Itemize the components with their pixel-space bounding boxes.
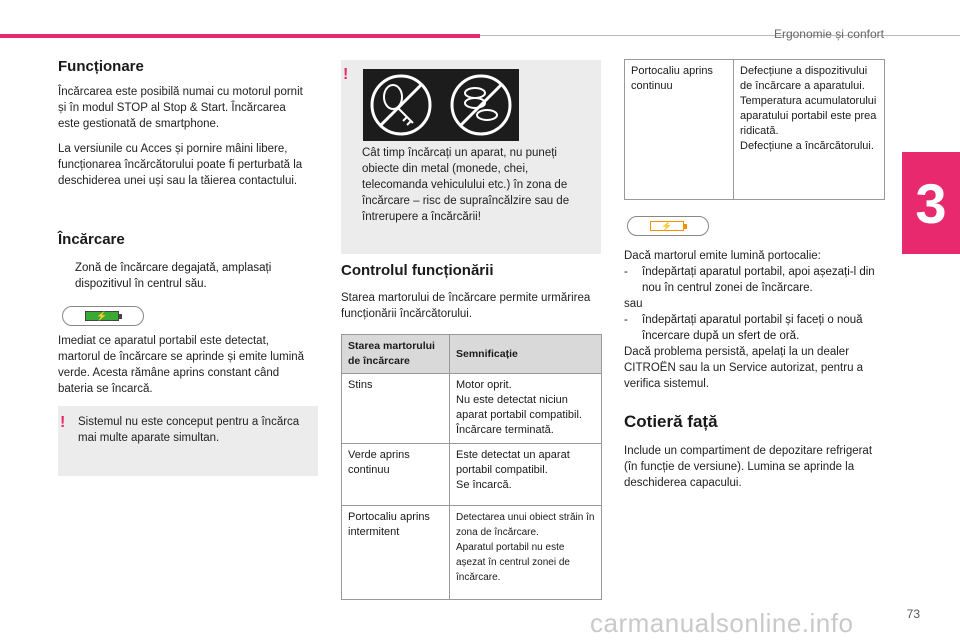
dash-marker: - [624,266,628,278]
text-sau: sau [624,298,643,310]
table-cell-meaning: Defecțiune a dispozitivului de încărcare a aparatului. Temperatura acumulatorului aparatului portabil este prea ridicată. Defecțiune a încărcătorului. [734,60,885,200]
battery-green-indicator-icon: ⚡ [62,306,144,326]
heading-incarcare: Încărcare [58,231,125,248]
page-number: 73 [906,607,920,621]
table-header-meaning: Semnificație [450,335,602,374]
table-cell-state: Portocaliu aprins intermitent [342,506,450,600]
header-rule [480,35,960,36]
warning-exclamation-icon: ! [60,414,66,431]
table-row [342,444,602,506]
heading-functionare: Funcționare [58,58,144,75]
paragraph-charging-conditions: Încărcarea este posibilă numai cu motorul pornit și în modul STOP al Stop & Start. Încărcarea este gestionată de smartphone. [58,86,303,130]
table-cell-state: Portocaliu aprins continuu [625,60,734,200]
paragraph-cotiera: Include un compartiment de depozitare refrigerat (în funcție de versiune). Lumina se aprinde la deschiderea capacului. [624,445,873,489]
table-cell-state: Verde aprins continuu [342,444,450,506]
warning-text-multiple-devices: Sistemul nu este conceput pentru a încărca mai multe aparate simultan. [78,416,300,444]
watermark: carmanualsonline.info [590,608,854,638]
paragraph-detection: Imediat ce aparatul portabil este detectat, martorul de încărcare se aprinde și emite lumină verde. Acesta rămâne aprins constant când bateria se încarcă. [58,335,305,395]
paragraph-problem-persists: Dacă problema persistă, apelați la un dealer CITROËN sau la un Service autorizat, pentru a verifica sistemul. [624,346,864,390]
paragraph-indicator-intro: Starea martorului de încărcare permite urmărirea funcționării încărcătorului. [341,292,591,320]
paragraph-hands-free: La versiunile cu Acces și pornire mâini libere, funcționarea încărcătorului poate fi perturbată la deschiderea unei uși sau la tăierea contactului. [58,143,303,187]
table-row [342,506,602,600]
table-header-state: Starea martorului de încărcare [342,335,450,374]
section-title: Ergonomie și confort [773,27,884,41]
paragraph-orange-light: Dacă martorul emite lumină portocalie: [624,250,821,262]
dash-text: îndepărtați aparatul portabil, apoi așezați-l din nou în centrul zonei de încărcare. [642,266,875,294]
table-cell-meaning: Detectarea unui obiect străin în zona de încărcare. Aparatul portabil nu este așezat în centrul zonei de încărcare. [450,506,602,600]
table-row [342,374,602,444]
bullet-text: Zonă de încărcare degajată, amplasați dispozitivul în centrul său. [75,262,272,290]
battery-orange-indicator-icon: ⚡ [627,216,709,236]
indicator-status-table [341,334,602,600]
table-cell-state: Stins [342,374,450,444]
table-row [625,60,885,200]
dash-text: îndepărtați aparatul portabil și faceți o nouă încercare după un sfert de oră. [642,314,863,342]
indicator-status-table-continued [624,59,885,200]
no-keys-icon [363,69,519,141]
prohibition-pictogram [363,69,519,141]
warning-exclamation-icon: ! [343,66,349,83]
heading-control: Controlul funcționării [341,262,494,279]
chapter-number: 3 [915,171,947,235]
warning-text-metal-objects: Cât timp încărcați un aparat, nu puneți obiecte din metal (monede, chei, telecomanda vehiculului etc.) în zona de încărcare – risc de supraîncălzire sau de întrerupere a încărcării! [362,147,570,223]
dash-marker: - [624,314,628,326]
heading-cotiera: Cotieră față [624,412,718,431]
header-accent-bar [0,34,480,38]
table-cell-meaning: Motor oprit. Nu este detectat niciun aparat portabil compatibil. Încărcare terminată. [450,374,602,444]
table-cell-meaning: Este detectat un aparat portabil compatibil. Se încarcă. [450,444,602,506]
